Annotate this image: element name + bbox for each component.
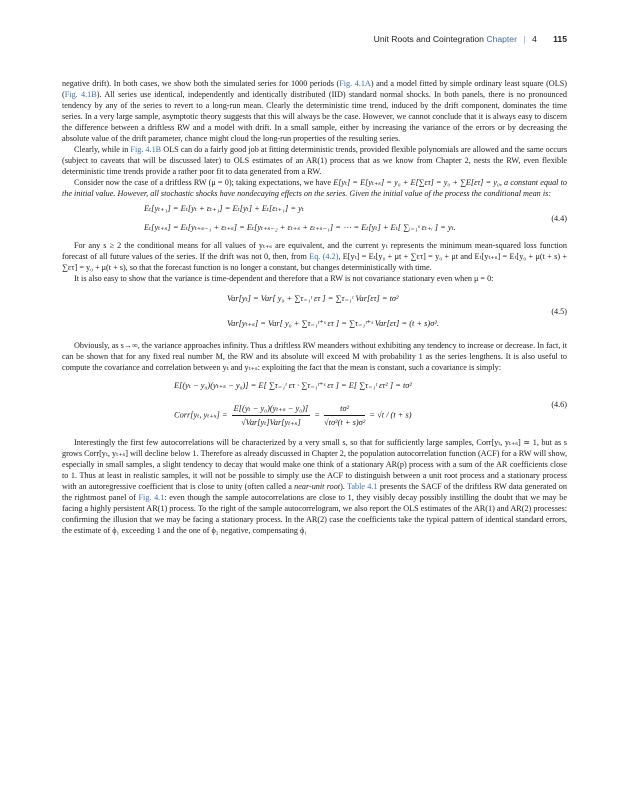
header-separator: | [523, 34, 526, 44]
running-title: Unit Roots and Cointegration [373, 34, 484, 44]
p1-text-a: negative drift). In both cases, we show both the simulated series for 1000 periods ( [62, 79, 340, 88]
eq46-number: (4.6) [551, 399, 567, 409]
p7-text-b: ). [340, 482, 347, 492]
eq44-line1: Eₜ[yₜ₊₁] = Eₜ[yₜ + εₜ₊₁] = Eₜ[yₜ] + Eₜ[εₜ₊₁] = yₜ [144, 203, 304, 213]
equation-4-5 [62, 284, 567, 340]
eq46-corr-lhs: Corr[yₜ, yₜ₊ₛ] = [174, 410, 228, 420]
eq46-fraction-2 [324, 403, 365, 428]
eq44-number: (4.4) [551, 213, 567, 223]
table-link[interactable]: Table 4.1 [346, 482, 378, 492]
eq46-frac2-den: √tσ²(t + s)σ² [324, 417, 366, 427]
p1-text-c: ). All series use identical, independently and identically distributed (IID) standard normal shocks. In both panels, there is no pronounced tendency by any of the series to revert to a long-run mean. Clearly the deterministic time trend, induced by the drift component, dominates the time series. In a very large sample, asymptotic theory suggests that this will always be the case. However, we cannot conclude that it is always easy to discern the difference between a driftless RW and a model with drift. In a small sample, either by increasing the variance of the errors or by decreasing the absolute value of the drift parameter, chance might cloud the long-run properties of the resulting series. [62, 90, 567, 144]
eq45-line2: Var[yₜ₊ₛ] = Var[ y₀ + ∑τ₌₁ᵗ⁺ˢ ετ ] = ∑τ₌₁ᵗ⁺ˢ Var[ετ] = (t + s)σ². [227, 318, 439, 328]
figure-link[interactable]: Fig. 4.1B [130, 145, 162, 155]
eq45-line1: Var[yₜ] = Var[ y₀ + ∑τ₌₁ᵗ ετ ] = ∑τ₌₁ᵗ Var[ετ] = tσ² [227, 293, 399, 303]
chapter-number: 4 [531, 34, 537, 44]
p4-text-a: For any s ≥ 2 the conditional means for all values of yₜ₊ₛ are equivalent, and the current yₜ represents the minimum mean-squared loss function forecast of all future values of the series. If the drift was not 0, then, from [62, 240, 567, 261]
p7-emphasis: near-unit root [294, 482, 341, 492]
eq46-sqrt-ratio: √t / (t + s) [377, 410, 412, 420]
paragraph-5 [62, 273, 567, 284]
page-body [62, 78, 567, 536]
p4-text-b: , E[yₜ] = Eₜ[y₀ + μt + ∑ετ] = y₀ + μt and Eₜ[yₜ₊ₛ] = Eₜ[y₀ + μ(t + s) + ∑ετ] = y₀ + μ(t + s), so that the forecast function is no longer a constant, but changes deterministically with time. [62, 251, 567, 272]
p3-text-a: Consider now the case of a driftless RW (μ = 0); taking expectations, we have [74, 178, 331, 188]
equation-4-4 [62, 200, 567, 240]
paragraph-2 [62, 144, 567, 177]
p5-text: It is also easy to show that the variance is time-dependent and therefore that a RW is not covariance stationary even when μ = 0: [74, 273, 494, 283]
eq46-fraction-1 [232, 403, 311, 428]
eq46-frac1-den: √Var[yₜ]Var[yₜ₊ₛ] [241, 417, 301, 427]
paragraph-6 [62, 340, 567, 373]
p7-text-a: Interestingly the first few autocorrelations will be characterized by a very small s, so that for sufficiently large samples, Corr[yₜ, yₜ₊ₛ] ≃ 1, but as s grows Corr[yₜ, yₜ₊ₛ] will decline below 1. Therefore as already discussed in Chapter 2, the population autocorrelation function (ACF) for a RW will show, especially in small samples, a slight tendency to decay that would make one think of a stationary AR(p) process with a sum of the AR coefficients close to 1. Thus at least in realistic samples, it will not be possible to simply use the ACF to distinguish between a unit root process and a stationary process with an autoregressive coefficient that is close to unity (often called a [62, 437, 567, 492]
p7-text-d: : even though the sample autocorrelations are close to 1, they visibly decay possibly instilling the doubt that we may be facing a highly persistent AR(1) process. To the right of the sample autocorrelogram, we also report the OLS estimates of the AR(1) and AR(2) processes: confirming the illusion that we may be facing a stationary process. In the AR(2) case the coefficients take the typical pattern of identical standard errors, the estimate of ϕ₁ exceeding 1 and the one of ϕ₂ negative, compensating ϕ₁ [62, 493, 567, 536]
page-number: 115 [553, 34, 567, 44]
paragraph-7 [62, 437, 567, 536]
p7-text-c: presents the SACF of the driftless RW data generated on the rightmost panel of [62, 482, 567, 503]
paragraph-4 [62, 240, 567, 273]
eq46-line1: E[(yₜ − y₀)(yₜ₊ₛ − y₀)] = E[ ∑τ₌₁ᵗ ετ · ∑τ₌₁ᵗ⁺ˢ ετ ] = E[ ∑τ₌₁ᵗ ετ² ] = tσ² [174, 380, 412, 390]
figure-link[interactable]: Fig. 4.1B [64, 90, 97, 100]
paragraph-3 [62, 177, 567, 199]
p2-text-a: Clearly, while in [74, 145, 131, 155]
eq45-number: (4.5) [551, 306, 567, 316]
running-header [62, 34, 567, 48]
p3-text-b: E[yₜ] = E[yₜ₊ₛ] = y₀ + E[∑ετ] = y₀ + ∑E[ετ] = y₀, a constant equal to the initial value. However, all stochastic shocks have nondecaying effects on the series. Given the initial value of the process the conditional mean is: [62, 178, 568, 199]
eq46-frac2-num: tσ² [324, 403, 365, 416]
equation-4-6 [62, 373, 567, 437]
figure-link[interactable]: Fig. 4.1A [339, 79, 371, 88]
p2-text-b: OLS can do a fairly good job at fitting deterministic trends, provided flexible polynomials are allowed and the same occurs (subject to caveats that will be discussed later) to OLS estimates of an AR(1) process that as we know from Chapter 2, nests the RW, even flexible deterministic time trends provide a rather poor fit to data generated from a RW. [62, 145, 568, 177]
p1-text-b: ) and a model fitted by simple ordinary least square (OLS) ( [62, 79, 567, 100]
eq44-line2: Eₜ[yₜ₊ₛ] = Eₜ[yₜ₊ₛ₋₁ + εₜ₊ₛ] = Eₜ[yₜ₊ₛ₋₂ + εₜ₊ₛ + εₜ₊ₛ₋₁] = ⋯ = Eₜ[yₜ] + Eₜ[ ∑ᵢ₌₁ˢ εₜ₊ᵢ ] = yₜ. [144, 222, 456, 232]
header-right [374, 34, 567, 44]
chapter-label: Chapter [486, 34, 517, 44]
eq46-line2: Corr[yₜ, yₜ₊ₛ] = $\frac{\text{E[(yₜ − y₀)(yₜ₊ₛ − y₀)]}}{\text{√Var[yₜ]Var[yₜ₊ₛ]}}$ = $\frac{\text{tσ²}}{\text{√tσ²(t + s)σ²}}$ = √t / (t + s) [174, 403, 412, 427]
p6-text: Obviously, as s→∞, the variance approaches infinity. Thus a driftless RW meanders without exhibiting any tendency to increase or decrease. In fact, it can be shown that for any fixed real number M, the RW and its absolute will exceed M with probability 1 as the series lengthens. It is also useful to compute the covariance and correlation between yₜ and yₜ₊ₛ: exploiting the fact that the mean is constant, such a covariance is simply: [62, 340, 567, 372]
paragraph-1 [62, 78, 567, 144]
eq46-frac1-num: E[(yₜ − y₀)(yₜ₊ₛ − y₀)] [232, 403, 311, 416]
figure-link[interactable]: Fig. 4.1 [138, 493, 165, 503]
equation-link[interactable]: Eq. (4.2) [309, 251, 339, 261]
